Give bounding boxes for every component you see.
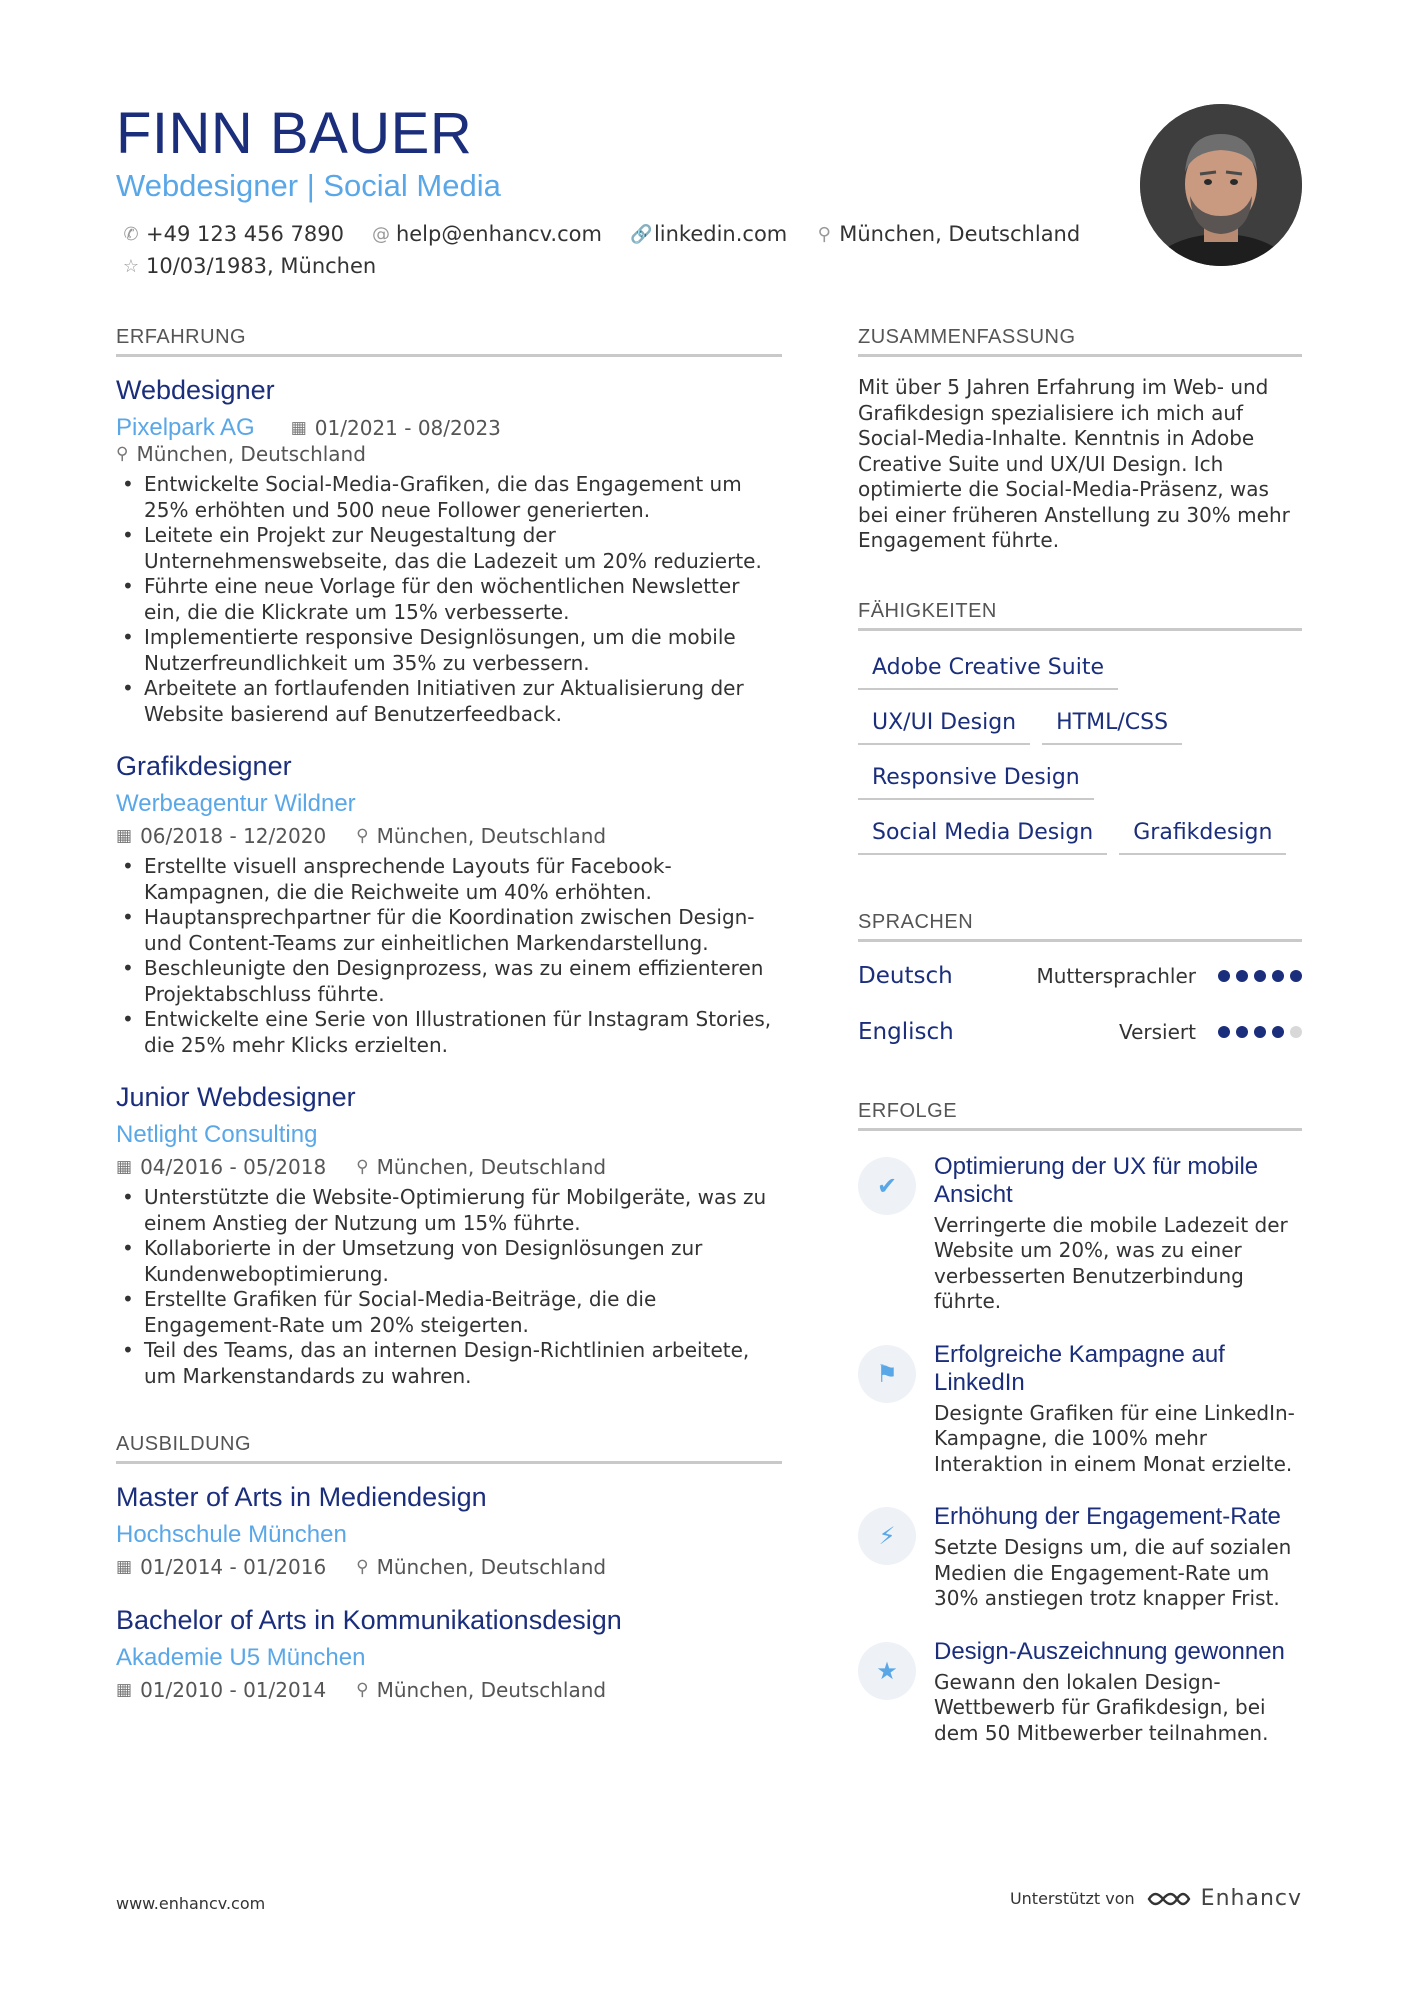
job-title: Webdesigner xyxy=(116,375,275,405)
linkedin-text[interactable]: linkedin.com xyxy=(653,222,788,246)
location-text: München, Deutschland xyxy=(136,442,366,466)
school-name: Akademie U5 München xyxy=(116,1644,366,1671)
job-meta xyxy=(116,1155,782,1179)
section-title-languages: SPRACHEN xyxy=(858,911,1302,942)
achievement-desc: Designte Grafiken für eine LinkedIn-Kampagne, die 100% mehr Interaktion in einem Monat erzielte. xyxy=(934,1400,1295,1476)
section-title-experience: ERFAHRUNG xyxy=(116,326,782,357)
contact-email[interactable] xyxy=(372,222,602,246)
bullet: • Entwickelte eine Serie von Illustrationen für Instagram Stories, die 25% mehr Klicks erzielten. xyxy=(116,1007,782,1058)
section-title-education: AUSBILDUNG xyxy=(116,1433,782,1464)
company-name: Werbeagentur Wildner xyxy=(116,790,356,817)
dates-text: 01/2010 - 01/2014 xyxy=(140,1678,327,1702)
bullet: • Unterstützte die Website-Optimierung für Mobilgeräte, was zu einem Anstieg der Nutzung um 15% führte. xyxy=(116,1185,782,1236)
achievement-desc: Gewann den lokalen Design-Wettbewerb für Grafikdesign, bei dem 50 Mitbewerber teilnahmen. xyxy=(934,1669,1269,1745)
job-bullets xyxy=(116,1185,782,1389)
link-icon: 🔗 xyxy=(629,223,653,245)
rating-dot-filled xyxy=(1236,970,1248,982)
achievement-entry xyxy=(858,1153,1302,1315)
profile-photo xyxy=(1140,104,1302,266)
rating-dot-filled xyxy=(1218,1026,1230,1038)
bullet: • Arbeitete an fortlaufenden Initiativen zur Aktualisierung der Website basierend auf Benutzerfeedback. xyxy=(116,676,782,727)
bullet: • Kollaborierte in der Umsetzung von Designlösungen zur Kundenweboptimierung. xyxy=(116,1236,782,1287)
contact-row-2 xyxy=(122,254,404,278)
job-entry xyxy=(116,375,782,727)
job-dates xyxy=(291,416,501,440)
calendar-icon: ▦ xyxy=(116,826,133,846)
education-location xyxy=(356,1678,606,1702)
job-location xyxy=(356,824,606,848)
education-meta xyxy=(116,1678,782,1702)
location-pin-icon: ⚲ xyxy=(817,223,831,245)
location-text: München, Deutschland xyxy=(376,1678,607,1702)
summary-text: Mit über 5 Jahren Erfahrung im Web- und Grafikdesign spezialisiere ich mich auf Social-Media-Inhalte. Kenntnis in Adobe Creative Suite und UX/UI Design. Ich optimierte die Social-Media-Präsenz, was bei einer früheren Anstellung zu 30% mehr Engagement führte. xyxy=(858,375,1290,552)
achievement-desc: Setzte Designs um, die auf sozialen Medien die Engagement-Rate um 30% anstiegen trotz knapper Frist. xyxy=(934,1535,1292,1610)
check-icon: ✔ xyxy=(858,1157,916,1215)
location-pin-icon: ⚲ xyxy=(356,1557,369,1577)
achievement-title: Design-Auszeichnung gewonnen xyxy=(934,1637,1285,1665)
powered-by-text: Unterstützt von xyxy=(1009,1889,1135,1908)
section-title-achievements: ERFOLGE xyxy=(858,1100,1302,1131)
job-bullets xyxy=(116,854,782,1058)
rating-dots xyxy=(1212,970,1302,982)
education-location xyxy=(356,1555,606,1579)
rating-dot-filled xyxy=(1236,1026,1248,1038)
bullet: • Erstellte Grafiken für Social-Media-Beiträge, die die Engagement-Rate um 20% steigerten. xyxy=(116,1287,782,1338)
location-text: München, Deutschland xyxy=(376,1555,607,1579)
brand-text: Enhancv xyxy=(1200,1886,1302,1911)
achievement-entry xyxy=(858,1503,1302,1612)
education-meta xyxy=(116,1555,782,1579)
bullet: • Erstellte visuell ansprechende Layouts für Facebook-Kampagnen, die die Reichweite um 40% erhöhten. xyxy=(116,854,782,905)
bullet: • Teil des Teams, das an internen Design-Richtlinien arbeitete, um Markenstandards zu wahren. xyxy=(116,1338,782,1389)
company-name: Pixelpark AG xyxy=(116,414,255,441)
language-level: Muttersprachler xyxy=(1036,963,1196,988)
skill-tag: Grafikdesign xyxy=(1119,814,1286,855)
language-level: Versiert xyxy=(1118,1019,1196,1044)
job-bullets xyxy=(116,472,782,727)
location-pin-icon: ⚲ xyxy=(356,1157,369,1177)
achievement-entry xyxy=(858,1638,1302,1747)
location-pin-icon: ⚲ xyxy=(356,1680,369,1700)
candidate-title: Webdesigner | Social Media xyxy=(116,168,501,203)
degree-title: Master of Arts in Mediendesign xyxy=(116,1482,487,1512)
achievement-desc: Verringerte die mobile Ladezeit der Website um 20%, was zu einer verbesserten Benutzerbindung führte. xyxy=(934,1212,1288,1313)
dates-text: 06/2018 - 12/2020 xyxy=(140,824,327,848)
language-entry xyxy=(858,1004,1302,1060)
achievement-title: Optimierung der UX für mobile Ansicht xyxy=(934,1152,1259,1208)
rating-dot-filled xyxy=(1254,1026,1266,1038)
dates-text: 01/2021 - 08/2023 xyxy=(314,416,501,440)
phone-icon: ✆ xyxy=(123,223,139,245)
bullet: • Beschleunigte den Designprozess, was zu einem effizienteren Projektabschluss führte. xyxy=(116,956,782,1007)
job-meta xyxy=(116,824,782,848)
education-entry xyxy=(116,1605,782,1702)
phone-text: +49 123 456 7890 xyxy=(146,222,344,246)
achievement-entry xyxy=(858,1341,1302,1478)
achievement-title: Erhöhung der Engagement-Rate xyxy=(934,1503,1281,1530)
rating-dot-filled xyxy=(1272,1026,1284,1038)
bullet: • Hauptansprechpartner für die Koordination zwischen Design- und Content-Teams zur einheitlichen Markendarstellung. xyxy=(116,905,782,956)
birth-text: 10/03/1983, München xyxy=(146,254,377,278)
bullet: • Entwickelte Social-Media-Grafiken, die das Engagement um 25% erhöhten und 500 neue Follower generierten. xyxy=(116,472,782,523)
bullet: • Leitete ein Projekt zur Neugestaltung der Unternehmenswebseite, das die Ladezeit um 20% reduzierte. xyxy=(116,523,782,574)
education-dates xyxy=(116,1555,326,1579)
school-name: Hochschule München xyxy=(116,1521,347,1548)
section-title-skills: FÄHIGKEITEN xyxy=(858,600,1302,631)
contact-phone xyxy=(122,222,344,246)
skill-tag: Responsive Design xyxy=(858,759,1094,800)
job-title: Grafikdesigner xyxy=(116,751,292,781)
at-icon: @ xyxy=(371,223,390,245)
job-dates xyxy=(116,824,326,848)
location-text: München, Deutschland xyxy=(376,1155,607,1179)
location-text: München, Deutschland xyxy=(839,222,1081,246)
bolt-icon: ⚡ xyxy=(858,1507,916,1565)
job-location xyxy=(356,1155,606,1179)
rating-dot-filled xyxy=(1254,970,1266,982)
rating-dot-filled xyxy=(1218,970,1230,982)
star-icon: ★ xyxy=(858,1642,916,1700)
email-text[interactable]: help@enhancv.com xyxy=(395,222,602,246)
rating-dot-empty xyxy=(1290,1026,1302,1038)
achievement-title: Erfolgreiche Kampagne auf LinkedIn xyxy=(934,1340,1225,1396)
contact-location xyxy=(815,222,1080,246)
location-pin-icon: ⚲ xyxy=(116,444,129,464)
language-rating xyxy=(1119,1020,1302,1044)
rating-dot-filled xyxy=(1290,970,1302,982)
enhancv-logo-icon xyxy=(1145,1887,1193,1911)
contact-row xyxy=(122,222,1108,246)
dates-text: 04/2016 - 05/2018 xyxy=(140,1155,327,1179)
contact-birth xyxy=(122,254,376,278)
left-column xyxy=(116,326,782,1728)
location-text: München, Deutschland xyxy=(376,824,607,848)
job-dates xyxy=(116,1155,326,1179)
star-outline-icon: ☆ xyxy=(122,255,140,277)
job-entry xyxy=(116,751,782,1058)
calendar-icon: ▦ xyxy=(116,1557,133,1577)
skill-tag: Social Media Design xyxy=(858,814,1107,855)
rating-dots xyxy=(1212,1026,1302,1038)
job-meta xyxy=(116,414,782,466)
language-entry xyxy=(858,948,1302,1004)
skills-list xyxy=(858,649,1302,869)
job-entry xyxy=(116,1082,782,1389)
location-pin-icon: ⚲ xyxy=(356,826,369,846)
language-rating xyxy=(1037,964,1303,988)
education-entry xyxy=(116,1482,782,1579)
calendar-icon: ▦ xyxy=(116,1157,133,1177)
language-name: Englisch xyxy=(858,1018,954,1045)
footer-branding xyxy=(1010,1886,1302,1911)
calendar-icon: ▦ xyxy=(290,418,307,438)
degree-title: Bachelor of Arts in Kommunikationsdesign xyxy=(116,1605,622,1635)
job-title: Junior Webdesigner xyxy=(116,1082,356,1112)
languages-list xyxy=(858,948,1302,1060)
portrait-illustration xyxy=(1140,104,1302,266)
education-dates xyxy=(116,1678,326,1702)
skill-tag: Adobe Creative Suite xyxy=(858,649,1118,690)
language-name: Deutsch xyxy=(858,962,953,989)
right-column xyxy=(858,326,1302,1772)
dates-text: 01/2014 - 01/2016 xyxy=(140,1555,327,1579)
rating-dot-filled xyxy=(1272,970,1284,982)
contact-linkedin[interactable] xyxy=(630,222,787,246)
job-location xyxy=(116,442,366,466)
footer-website[interactable]: www.enhancv.com xyxy=(116,1894,266,1913)
skill-tag: UX/UI Design xyxy=(858,704,1030,745)
candidate-name: FINN BAUER xyxy=(116,101,473,166)
bullet: • Führte eine neue Vorlage für den wöchentlichen Newsletter ein, die die Klickrate um 15% verbesserte. xyxy=(116,574,782,625)
flag-icon: ⚑ xyxy=(858,1345,916,1403)
bullet: • Implementierte responsive Designlösungen, um die mobile Nutzerfreundlichkeit um 35% zu verbessern. xyxy=(116,625,782,676)
section-title-summary: ZUSAMMENFASSUNG xyxy=(858,326,1302,357)
company-name: Netlight Consulting xyxy=(116,1121,318,1148)
calendar-icon: ▦ xyxy=(116,1680,133,1700)
skill-tag: HTML/CSS xyxy=(1042,704,1182,745)
